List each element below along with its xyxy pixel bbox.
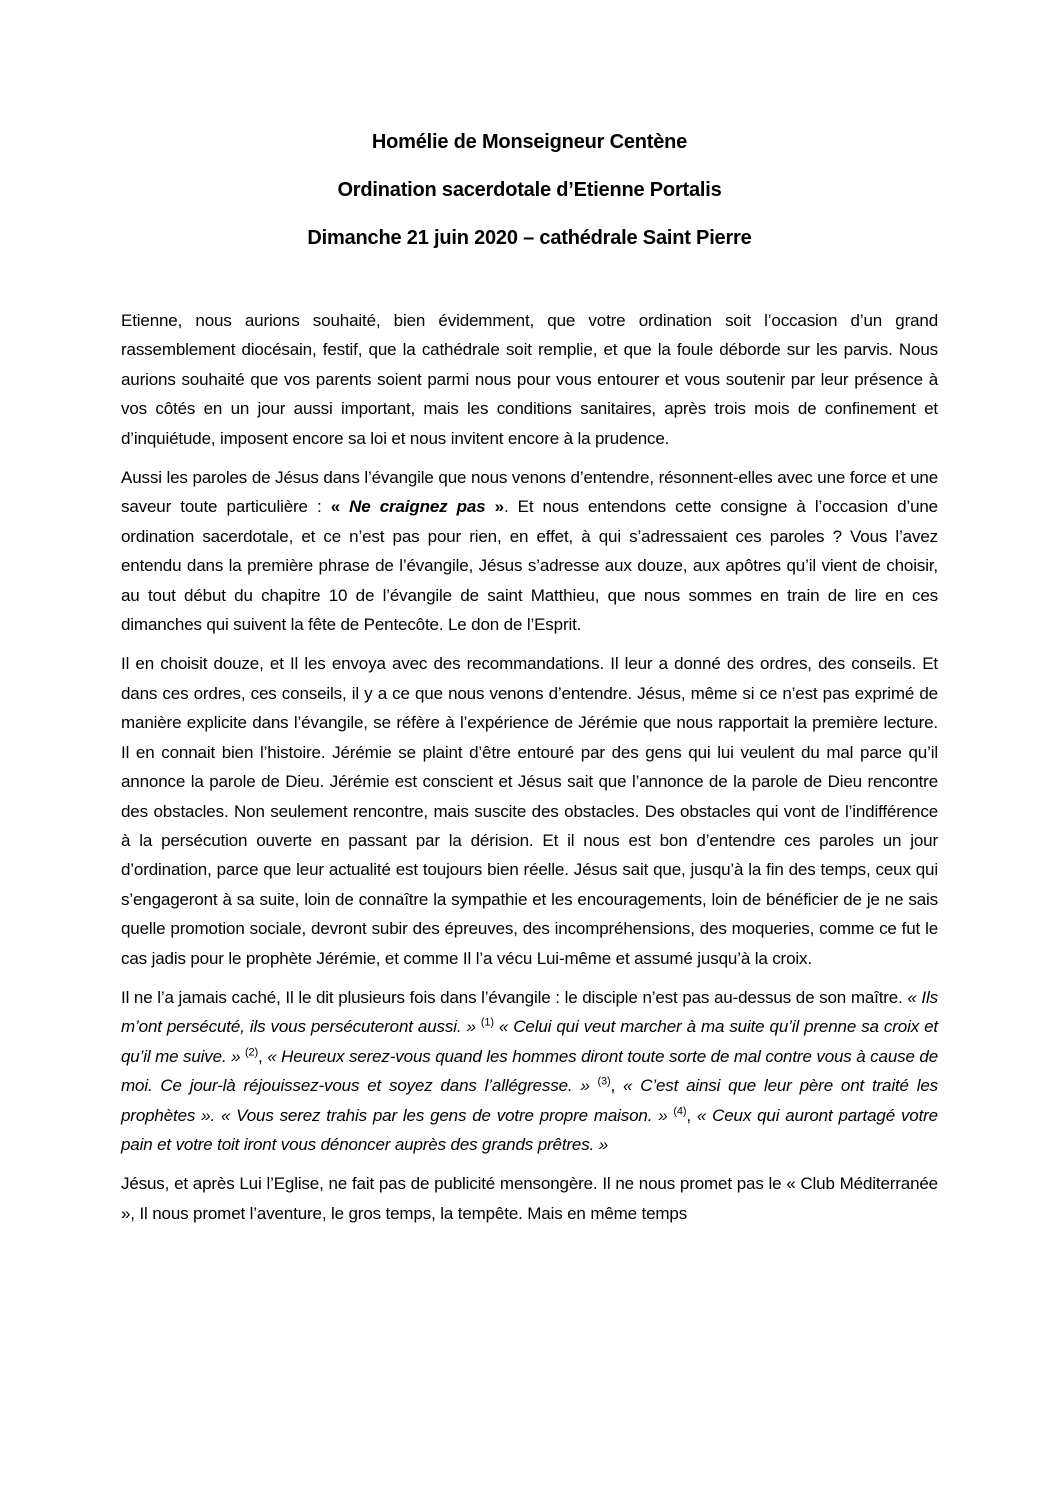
- document-header: [121, 130, 938, 250]
- text-segment: . Et nous entendons cette consigne à l’occasion d’une ordination sacerdotale, et ce n’est pas pour rien, en effet, à qui s’adressaient ces paroles ? Vous l’avez entendu dans la première phrase de l’évangile, Jésus s’adresse aux douze, aux apôtres qu’il vient de choisir, au tout début du chapitre 10 de l’évangile de saint Matthieu, que nous sommes en train de lire en ces dimanches qui suivent la fête de Pentecôte. Le don de l’Esprit.: [121, 497, 938, 635]
- text-segment: ,: [610, 1076, 624, 1096]
- document-subtitle-date: Dimanche 21 juin 2020 – cathédrale Saint Pierre: [307, 227, 752, 249]
- text-segment: ,: [686, 1105, 697, 1125]
- text-segment: Il ne l’a jamais caché, Il le dit plusieurs fois dans l’évangile : le disciple n’est pas au-dessus de son maître.: [121, 987, 908, 1007]
- text-segment: Jésus, et après Lui l’Eglise, ne fait pas de publicité mensongère. Il ne nous promet pas le « Club Méditerranée », Il nous promet l’aventure, le gros temps, la tempête. Mais en même temps: [121, 1174, 938, 1223]
- paragraph: [121, 649, 938, 972]
- text-segment: « Ils m’ont persécuté, ils vous persécuteront aussi. »: [121, 987, 938, 1037]
- text-segment: Il en choisit douze, et Il les envoya avec des recommandations. Il leur a donné des ordres, des conseils. Et dans ces ordres, ces conseils, il y a ce que nous venons d’entendre. Jésus, même si ce n’est pas exprimé de manière explicite dans l’évangile, se réfère à l’expérience de Jérémie que nous rapportait la première lecture. Il en connait bien l’histoire. Jérémie se plaint d’être entouré par des gens qui lui veulent du mal parce qu’il annonce la parole de Dieu. Jérémie est conscient et Jésus sait que l’annonce de la parole de Dieu rencontre des obstacles. Non seulement rencontre, mais suscite des obstacles. Des obstacles qui vont de l’indifférence à la persécution ouverte en passant par la dérision. Et il nous est bon d’entendre ces paroles un jour d’ordination, parce que leur actualité est toujours bien réelle. Jésus sait que, jusqu’à la fin des temps, ceux qui s’engageront à sa suite, loin de connaître la sympathie et les encouragements, loin de bénéficier de je ne sais quelle promotion sociale, devront subir des épreuves, des incompréhensions, des moqueries, comme ce fut le cas jadis pour le prophète Jérémie, et comme Il l’a vécu Lui-même et assumé jusqu’à la croix.: [121, 654, 938, 968]
- document-content: [121, 130, 938, 1238]
- text-segment: «: [330, 497, 350, 517]
- text-segment: « Celui qui veut marcher à ma suite qu’il prenne sa croix et qu’il me suive. »: [121, 1017, 938, 1066]
- footnote-marker: (4): [673, 1104, 687, 1117]
- text-segment: Aussi les paroles de Jésus dans l’évangile que nous venons d’entendre, résonnent-elles avec une force et une saveur toute particulière :: [121, 468, 938, 517]
- document-title: Homélie de Monseigneur Centène: [371, 131, 688, 153]
- footnote-marker: (2): [245, 1046, 259, 1059]
- paragraph: [121, 1169, 938, 1228]
- text-segment: »: [485, 497, 504, 517]
- text-segment: « C’est ainsi que leur père ont traité les prophètes ».: [121, 1076, 939, 1125]
- document-subtitle-ordination: Ordination sacerdotale d’Etienne Portalis: [337, 179, 722, 201]
- text-segment: « Vous serez trahis par les gens de votre propre maison. »: [220, 1105, 668, 1125]
- text-segment: [590, 1076, 598, 1095]
- paragraph: [121, 463, 938, 639]
- text-segment: « Ceux qui auront partagé votre pain et votre toit iront vous dénoncer auprès des grands prêtres. »: [121, 1105, 938, 1154]
- text-segment: Etienne, nous aurions souhaité, bien évidemment, que votre ordination soit l’occasion d’un grand rassemblement diocésain, festif, que la cathédrale soit remplie, et que la foule déborde sur les parvis. Nous aurions souhaité que vos parents soient parmi nous pour vous entourer et vous soutenir par leur présence à vos côtés en un jour aussi important, mais les conditions sanitaires, après trois mois de confinement et d’inquiétude, imposent encore sa loi et nous invitent encore à la prudence.: [121, 311, 938, 448]
- text-segment: Ne craignez pas: [349, 497, 486, 517]
- footnote-marker: (1): [480, 1016, 494, 1029]
- text-segment: « Heureux serez-vous quand les hommes diront toute sorte de mal contre vous à cause de moi. Ce jour-là réjouissez-vous et soyez dans l’allégresse. »: [121, 1046, 938, 1096]
- paragraph: [121, 983, 938, 1159]
- footnote-marker: (3): [597, 1075, 611, 1088]
- paragraph: [121, 306, 938, 453]
- text-segment: ,: [258, 1046, 268, 1066]
- document-body: [121, 306, 938, 1228]
